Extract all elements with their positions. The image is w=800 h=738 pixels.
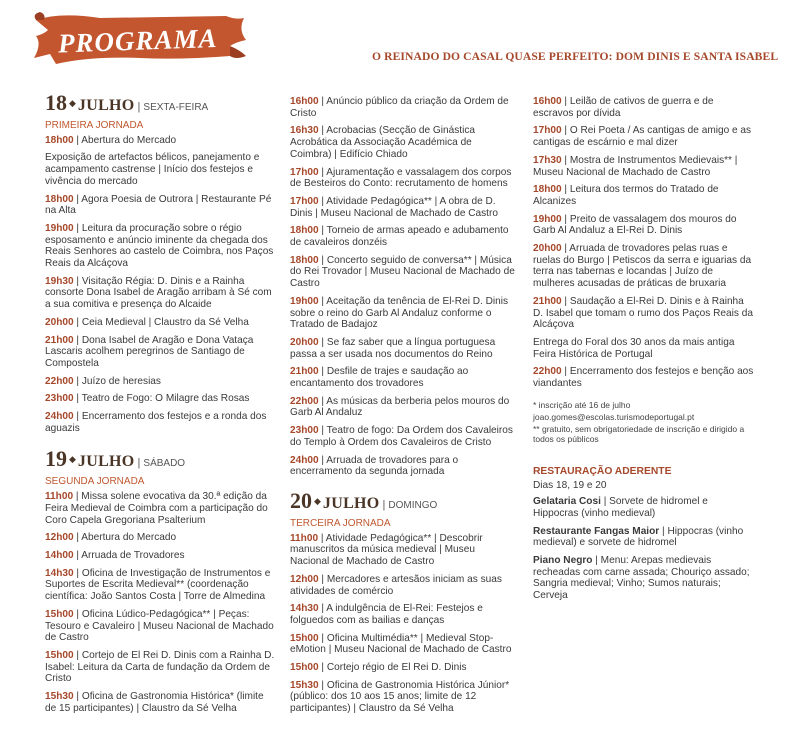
event: 15h00 | Oficina Lúdico-Pedagógica** | Peças: Tesouro e Cavaleiro | Museu Nacional de Machado de Castro	[45, 608, 274, 644]
event: 20h00 | Ceia Medieval | Claustro da Sé Velha	[45, 316, 249, 328]
diamond-icon: ◆	[69, 98, 76, 108]
event: 15h00 | Cortejo régio de El Rei D. Dinis	[290, 662, 467, 674]
event: Exposição de artefactos bélicos, panejamento e acampamento castrense | Início dos festejos e vivência do mercado	[45, 152, 260, 187]
event: Entrega do Foral dos 30 anos da mais antiga Feira Histórica de Portugal	[533, 336, 735, 360]
event: 11h00 | Atividade Pedagógica** | Descobrir manuscritos da música medieval | Museu Nacional de Machado de Castro	[290, 532, 483, 568]
jornada-label: PRIMEIRA JORNADA	[45, 120, 144, 131]
event: 15h00 | Oficina Multimédia** | Medieval Stop-eMotion | Museu Nacional de Machado de Castro	[290, 632, 512, 656]
day-weekday: DOMINGO	[388, 499, 438, 511]
day-number: 20	[290, 487, 312, 513]
event: 18h00 | Concerto seguido de conversa** | Música do Rei Trovador | Museu Nacional de Machado de Castro	[290, 254, 515, 290]
event: 22h00 | As músicas da berberia pelos mouros do Garb Al Andaluz	[290, 395, 510, 419]
event: 19h00 | Preito de vassalagem dos mouros do Garb Al Andaluz a El-Rei D. Dinis	[533, 213, 737, 237]
event: 21h00 | Dona Isabel de Aragão e Dona Vataça Lascaris acolhem peregrinos de Santiago de Compostela	[45, 334, 254, 369]
restauracao-section	[533, 466, 755, 602]
event: 19h00 | Aceitação da tenência de El-Rei D. Dinis sobre o reino do Garb Al Andaluz conforme o Tratado de Badajoz	[290, 295, 509, 331]
event: 15h30 | Oficina de Gastronomia Histórica Júnior* (público: dos 10 aos 15 anos; limite de 12 participantes) | Claustro da Sé Velha	[290, 679, 510, 715]
event: 21h00 | Desfile de trajes e saudação ao encantamento dos trovadores	[290, 366, 469, 390]
day-header-20: 20 ◆ JULHO | DOMINGO	[290, 490, 515, 517]
notes	[533, 400, 755, 444]
event: 20h00 | Se faz saber que a língua portuguesa passa a ser usada nos documentos do Reino	[290, 336, 496, 360]
restaurant-item: Restaurante Fangas Maior | Hippocras (vinho medieval) e sorvete de hidromel	[533, 525, 744, 549]
restauracao-days: Dias 18, 19 e 20	[533, 480, 607, 492]
event: 17h00 | Atividade Pedagógica** | A obra de D. Dinis | Museu Nacional de Machado de Castro	[290, 195, 498, 219]
event: 18h00 | Leitura dos termos do Tratado de Alcanizes	[533, 184, 719, 207]
programa-banner	[30, 10, 250, 72]
event: 24h00 | Arruada de trovadores para o encerramento da segunda jornada	[290, 454, 459, 478]
event: 11h00 | Missa solene evocativa da 30.ª edição da Feira Medieval de Coimbra com a participação do Coro Capela Gregoriana Psalterium	[45, 491, 268, 526]
day-header-18: 18 ◆ JULHO | SEXTA-FEIRA	[45, 92, 275, 119]
restaurant-item: Gelataria Cosi | Sorvete de hidromel e Hippocras (vinho medieval)	[533, 496, 708, 519]
note: * inscrição até 16 de julho	[533, 399, 631, 410]
event: 14h30 | Oficina de Investigação de Instrumentos e Suportes de Escrita Medieval** (coordenação científica: João Santos Costa | Torre de Almedina	[45, 567, 271, 603]
event: 19h00 | Leitura da procuração sobre o régio esposamento e anúncio iminente da chegada dos Reais Senhores ao castelo de Coimbra, nos Paços Reais da Alcáçova	[45, 222, 274, 270]
event: 16h30 | Acrobacias (Secção de Ginástica Acrobática da Associação Académica de Coimbra) | Edifício Chiado	[290, 125, 475, 160]
diamond-icon: ◆	[69, 454, 76, 465]
event: 17h30 | Mostra de Instrumentos Medievais** | Museu Nacional de Machado de Castro	[533, 154, 738, 178]
event: 17h00 | O Rei Poeta / As cantigas de amigo e as cantigas de escárnio e mal dizer	[533, 125, 752, 149]
note-email: joao.gomes@escolas.turismodeportugal.pt	[533, 411, 695, 422]
event: 22h00 | Encerramento dos festejos e benção aos viandantes	[533, 366, 754, 390]
event: 21h00 | Saudação a El-Rei D. Dinis e à Rainha D. Isabel que tomam o rumo dos Paços Reais da Alcáçova	[533, 295, 753, 331]
event: 17h00 | Ajuramentação e vassalagem dos corpos de Besteiros do Conto: recrutamento de homens	[290, 166, 512, 190]
event: 16h00 | Leilão de cativos de guerra e de escravos por dívida	[533, 96, 714, 119]
diamond-icon: ◆	[314, 495, 321, 506]
event: 16h00 | Anúncio público da criação da Ordem de Cristo	[290, 96, 509, 119]
restaurant-item: Piano Negro | Menu: Arepas medievais recheadas com carne assada; Chouriço assado; Sangria medieval; Vinho; Sumos naturais; Cerveja	[533, 554, 750, 602]
day-weekday: SEXTA-FEIRA	[143, 102, 209, 113]
day-number: 19	[45, 446, 67, 472]
day-month: JULHO	[77, 453, 135, 471]
jornada-label: TERCEIRA JORNADA	[290, 517, 391, 529]
event: 12h00 | Mercadores e artesãos iniciam as suas atividades de comércio	[290, 573, 502, 597]
column-1	[45, 92, 275, 720]
column-3	[533, 96, 755, 608]
event: 23h00 | Teatro de Fogo: O Milagre das Rosas	[45, 393, 250, 405]
event: 14h30 | A indulgência de El-Rei: Festejos e folguedos com as bailias e danças	[290, 603, 483, 626]
day-weekday: SÁBADO	[143, 458, 186, 470]
event: 19h30 | Visitação Régia: D. Dinis e a Rainha consorte Dona Isabel de Aragão arribam à Sé com a sua comitiva e presença do Alcaide	[45, 275, 272, 311]
column-2	[290, 96, 515, 721]
program-subtitle: O REINADO DO CASAL QUASE PERFEITO: DOM DINIS E SANTA ISABEL	[372, 50, 779, 63]
day-number: 18	[45, 90, 67, 115]
note: ** gratuito, sem obrigatoriedade de inscrição e dirigido a todos os públicos	[533, 423, 745, 444]
day-month: JULHO	[77, 97, 135, 114]
event: 18h00 | Torneio de armas apeado e adubamento de cavaleiros donzéis	[290, 225, 509, 249]
event: 15h30 | Oficina de Gastronomia Histórica* (limite de 15 participantes) | Claustro da Sé Velha	[45, 691, 264, 714]
day-month: JULHO	[322, 494, 380, 512]
event: 24h00 | Encerramento dos festejos e a ronda dos aguazis	[45, 411, 267, 434]
event: 18h00 | Abertura do Mercado	[45, 134, 177, 146]
event: 15h00 | Cortejo de El Rei D. Dinis com a Rainha D. Isabel: Leitura da Carta de fundação da Ordem de Cristo	[45, 649, 275, 685]
event: 22h00 | Juízo de heresias	[45, 375, 161, 387]
day-header-19: 19 ◆ JULHO | SÁBADO	[45, 448, 275, 475]
jornada-label: SEGUNDA JORNADA	[45, 476, 145, 488]
event: 14h00 | Arruada de Trovadores	[45, 549, 185, 561]
restauracao-title: RESTAURAÇÃO ADERENTE	[533, 465, 672, 477]
event: 23h00 | Teatro de fogo: Da Ordem dos Cavaleiros do Templo à Ordem dos Cavaleiros de Cristo	[290, 425, 513, 448]
event: 18h00 | Agora Poesia de Outrora | Restaurante Pé na Alta	[45, 193, 272, 217]
event: 20h00 | Arruada de trovadores pelas ruas e ruelas do Burgo | Petiscos da serra e iguarias da terra nas tabernas e locandas | Juízo de mulheres acusadas de práticas de bruxaria	[533, 243, 752, 290]
event: 12h00 | Abertura do Mercado	[45, 532, 177, 544]
banner-title: PROGRAMA	[57, 22, 218, 59]
